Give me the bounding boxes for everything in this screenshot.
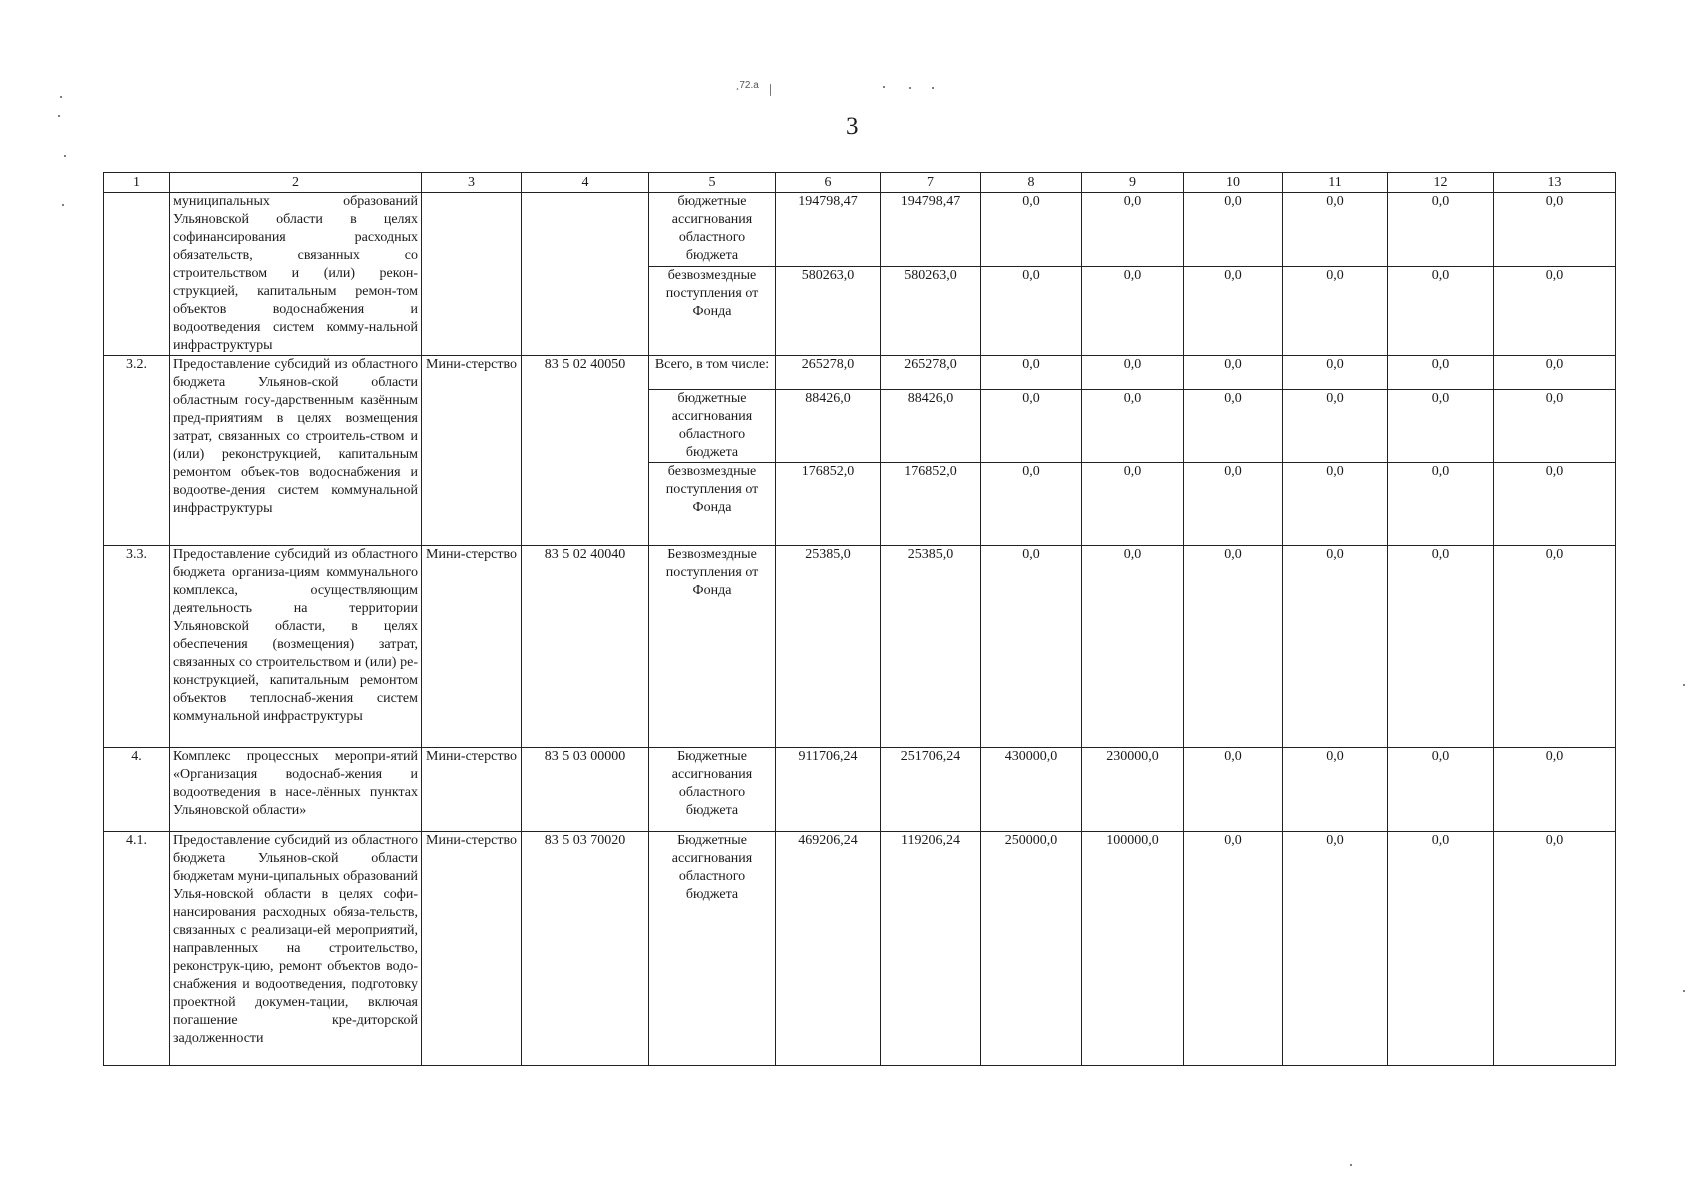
page-number: 3 <box>846 113 859 140</box>
row-budget-code: 83 5 03 70020 <box>522 832 649 1066</box>
funding-source: бюджетные ассигнования областного бюджета <box>649 193 776 267</box>
amount-cell: 0,0 <box>981 193 1082 267</box>
amount-cell: 430000,0 <box>981 748 1082 832</box>
header-row <box>104 173 1616 193</box>
row-number <box>104 193 170 356</box>
row-executor: Мини-стерство <box>422 546 522 748</box>
column-header: 5 <box>649 173 776 193</box>
amount-cell: 100000,0 <box>1082 832 1184 1066</box>
amount-cell: 230000,0 <box>1082 748 1184 832</box>
amount-cell: 0,0 <box>1388 356 1494 390</box>
amount-cell: 0,0 <box>1283 267 1388 356</box>
amount-cell: 0,0 <box>1082 356 1184 390</box>
amount-cell: 0,0 <box>1082 390 1184 463</box>
amount-cell: 88426,0 <box>881 390 981 463</box>
column-header: 10 <box>1184 173 1283 193</box>
row-number: 3.2. <box>104 356 170 546</box>
row-number: 3.3. <box>104 546 170 748</box>
funding-source: Всего, в том числе: <box>649 356 776 390</box>
amount-cell: 0,0 <box>1494 832 1616 1066</box>
scan-speck <box>58 115 60 117</box>
column-header: 1 <box>104 173 170 193</box>
amount-cell: 580263,0 <box>881 267 981 356</box>
row-executor: Мини-стерство <box>422 356 522 546</box>
amount-cell: 250000,0 <box>981 832 1082 1066</box>
amount-cell: 176852,0 <box>881 463 981 546</box>
scan-speck <box>62 204 64 206</box>
scan-speck <box>1683 990 1685 992</box>
row-executor <box>422 193 522 356</box>
amount-cell: 0,0 <box>1184 267 1283 356</box>
amount-cell: 580263,0 <box>776 267 881 356</box>
amount-cell: 88426,0 <box>776 390 881 463</box>
amount-cell: 0,0 <box>981 390 1082 463</box>
amount-cell: 119206,24 <box>881 832 981 1066</box>
amount-cell: 25385,0 <box>776 546 881 748</box>
amount-cell: 251706,24 <box>881 748 981 832</box>
amount-cell: 25385,0 <box>881 546 981 748</box>
amount-cell: 0,0 <box>1283 546 1388 748</box>
row-executor: Мини-стерство <box>422 748 522 832</box>
budget-table <box>103 172 1616 1066</box>
amount-cell: 0,0 <box>1082 546 1184 748</box>
amount-cell: 469206,24 <box>776 832 881 1066</box>
amount-cell: 176852,0 <box>776 463 881 546</box>
scan-speck <box>909 87 911 89</box>
amount-cell: 0,0 <box>981 267 1082 356</box>
amount-cell: 0,0 <box>1184 748 1283 832</box>
table-row <box>104 832 1616 1066</box>
scan-speck <box>932 87 934 89</box>
scan-speck <box>1683 684 1685 686</box>
row-budget-code: 83 5 02 40040 <box>522 546 649 748</box>
funding-source: Безвозмездные поступления от Фонда <box>649 546 776 748</box>
amount-cell: 0,0 <box>1494 267 1616 356</box>
column-header: 9 <box>1082 173 1184 193</box>
amount-cell: 194798,47 <box>776 193 881 267</box>
amount-cell: 0,0 <box>1184 356 1283 390</box>
amount-cell: 0,0 <box>1082 267 1184 356</box>
amount-cell: 0,0 <box>1388 193 1494 267</box>
row-budget-code: 83 5 03 00000 <box>522 748 649 832</box>
amount-cell: 0,0 <box>1184 193 1283 267</box>
funding-source: безвозмездные поступления от Фонда <box>649 463 776 546</box>
amount-cell: 911706,24 <box>776 748 881 832</box>
amount-cell: 0,0 <box>1388 390 1494 463</box>
funding-source: Бюджетные ассигнования областного бюджета <box>649 832 776 1066</box>
column-header: 12 <box>1388 173 1494 193</box>
amount-cell: 0,0 <box>1388 546 1494 748</box>
amount-cell: 0,0 <box>1184 390 1283 463</box>
amount-cell: 0,0 <box>1494 748 1616 832</box>
column-header: 11 <box>1283 173 1388 193</box>
amount-cell: 0,0 <box>1184 832 1283 1066</box>
scan-speck <box>1350 1164 1352 1166</box>
scan-mark: ¸72.a <box>736 80 759 91</box>
amount-cell: 0,0 <box>1082 193 1184 267</box>
amount-cell: 0,0 <box>1283 390 1388 463</box>
column-header: 2 <box>170 173 422 193</box>
amount-cell: 0,0 <box>1283 356 1388 390</box>
amount-cell: 0,0 <box>1082 463 1184 546</box>
table-row <box>104 193 1616 267</box>
amount-cell: 0,0 <box>1494 356 1616 390</box>
row-name: Предоставление субсидий из областного бюджета Ульянов-ской области областным госу-дарственным казённым пред-приятиям в целях возмещения затрат, связанных со строитель-ством и (или) реконструкцией, капитальным ремонтом объек-тов водоснабжения и водоотве-дения систем коммунальной инфраструктуры <box>170 356 422 546</box>
column-header: 3 <box>422 173 522 193</box>
amount-cell: 0,0 <box>1283 832 1388 1066</box>
column-header: 7 <box>881 173 981 193</box>
scan-speck <box>64 155 66 157</box>
amount-cell: 194798,47 <box>881 193 981 267</box>
amount-cell: 0,0 <box>1494 463 1616 546</box>
column-header: 8 <box>981 173 1082 193</box>
amount-cell: 265278,0 <box>776 356 881 390</box>
table-row <box>104 356 1616 390</box>
row-name: Предоставление субсидий из областного бюджета организа-циям коммунального комплекса, осуществляющим деятельность на территории Ульяновской области, в целях обеспечения (возмещения) затрат, связанных со строительством и (или) ре-конструкцией, капитальным ремонтом объектов теплоснаб-жения систем коммунальной инфраструктуры <box>170 546 422 748</box>
row-budget-code <box>522 193 649 356</box>
amount-cell: 0,0 <box>1494 193 1616 267</box>
amount-cell: 0,0 <box>1494 546 1616 748</box>
funding-source: Бюджетные ассигнования областного бюджета <box>649 748 776 832</box>
row-number: 4.1. <box>104 832 170 1066</box>
amount-cell: 0,0 <box>1283 463 1388 546</box>
table-row <box>104 546 1616 748</box>
scan-speck <box>770 84 771 96</box>
funding-source: безвозмездные поступления от Фонда <box>649 267 776 356</box>
row-name: муниципальных образований Ульяновской области в целях софинансирования расходных обязательств, связанных со строительством и (или) рекон-струкцией, капитальным ремон-том объектов водоснабжения и водоотведения систем комму-нальной инфраструктуры <box>170 193 422 356</box>
row-number: 4. <box>104 748 170 832</box>
row-name: Комплекс процессных меропри-ятий «Организация водоснаб-жения и водоотведения в насе-лённых пунктах Ульяновской области» <box>170 748 422 832</box>
amount-cell: 0,0 <box>1388 463 1494 546</box>
column-header: 4 <box>522 173 649 193</box>
scan-speck <box>883 86 885 88</box>
amount-cell: 0,0 <box>1388 748 1494 832</box>
amount-cell: 0,0 <box>1388 267 1494 356</box>
amount-cell: 0,0 <box>981 546 1082 748</box>
row-executor: Мини-стерство <box>422 832 522 1066</box>
row-name: Предоставление субсидий из областного бюджета Ульянов-ской области бюджетам муни-ципальных образований Улья-новской области в целях софи-нансирования расходных обяза-тельств, связанных с реализаци-ей мероприятий, направленных на строительство, реконструк-цию, ремонт объектов водо-снабжения и водоотведения, подготовку проектной докумен-тации, включая погашение кре-диторской задолженности <box>170 832 422 1066</box>
amount-cell: 0,0 <box>1494 390 1616 463</box>
amount-cell: 265278,0 <box>881 356 981 390</box>
amount-cell: 0,0 <box>981 356 1082 390</box>
amount-cell: 0,0 <box>1388 832 1494 1066</box>
amount-cell: 0,0 <box>1184 546 1283 748</box>
amount-cell: 0,0 <box>1283 193 1388 267</box>
column-header: 13 <box>1494 173 1616 193</box>
amount-cell: 0,0 <box>981 463 1082 546</box>
table-row <box>104 748 1616 832</box>
amount-cell: 0,0 <box>1283 748 1388 832</box>
row-budget-code: 83 5 02 40050 <box>522 356 649 546</box>
scan-speck <box>60 96 62 98</box>
funding-source: бюджетные ассигнования областного бюджета <box>649 390 776 463</box>
column-header: 6 <box>776 173 881 193</box>
amount-cell: 0,0 <box>1184 463 1283 546</box>
